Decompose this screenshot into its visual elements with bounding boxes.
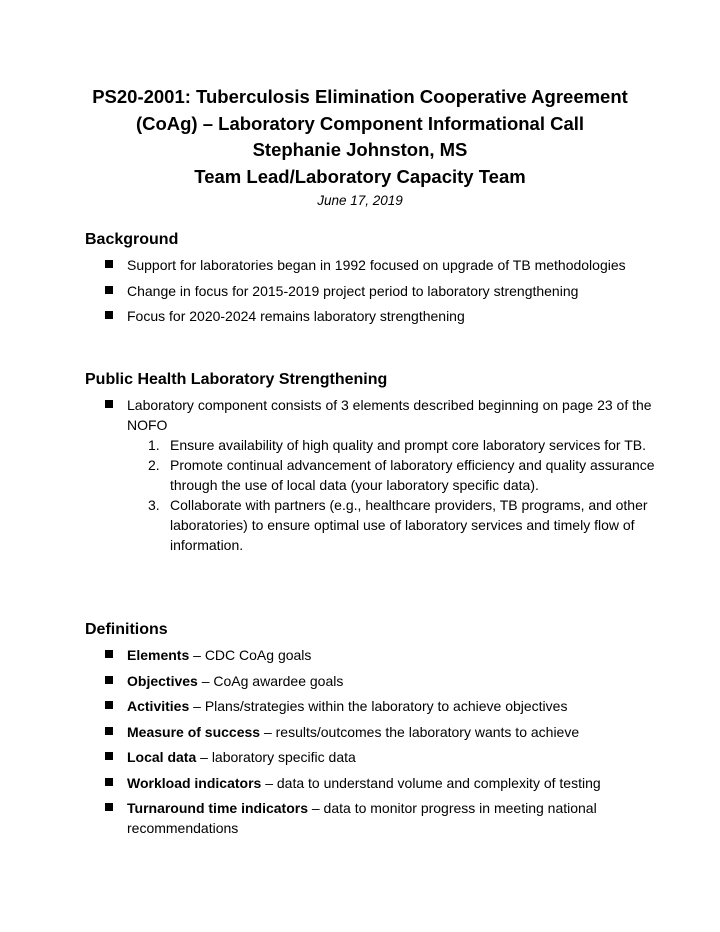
list-item: Change in focus for 2015-2019 project period to laboratory strengthening: [85, 281, 655, 301]
background-section: [85, 229, 655, 332]
document-date: June 17, 2019: [317, 193, 403, 208]
square-bullet-icon: [105, 311, 113, 319]
list-item: Laboratory component consists of 3 elements described beginning on page 23 of the NOFO 1. Ensure availability of high quality and prompt core laboratory services for TB. 2. Promote continual advancement of laboratory efficiency and quality assurance through the use of local data (your laboratory specific data). 3. Collaborate with partners (e.g., healthcare providers, TB programs, and other laboratories) to ensure optimal use of laboratory services and timely flow of information.: [85, 395, 655, 555]
section-heading: Definitions: [85, 621, 168, 638]
definition-item: Activities – Plans/strategies within the laboratory to achieve objectives: [85, 696, 655, 716]
numbered-list: [127, 435, 655, 555]
definition-item: Local data – laboratory specific data: [85, 747, 655, 767]
section-heading: Public Health Laboratory Strengthening: [85, 371, 388, 388]
presenter-name: Stephanie Johnston, MS: [252, 139, 468, 160]
definitions-section: [85, 619, 655, 844]
document-header: [0, 84, 720, 211]
definition-item: Turnaround time indicators – data to monitor progress in meeting national recommendations: [85, 798, 655, 838]
definition-item: Workload indicators – data to understand volume and complexity of testing: [85, 773, 655, 793]
definition-item: Measure of success – results/outcomes the laboratory wants to achieve: [85, 722, 655, 742]
square-bullet-icon: [105, 727, 113, 735]
square-bullet-icon: [105, 803, 113, 811]
list-item: Support for laboratories began in 1992 focused on upgrade of TB methodologies: [85, 255, 655, 275]
title-line-1: PS20-2001: Tuberculosis Elimination Cooperative Agreement: [92, 86, 628, 107]
square-bullet-icon: [105, 752, 113, 760]
definition-item: Elements – CDC CoAg goals: [85, 645, 655, 665]
square-bullet-icon: [105, 260, 113, 268]
square-bullet-icon: [105, 650, 113, 658]
list-item: Focus for 2020-2024 remains laboratory strengthening: [85, 306, 655, 326]
square-bullet-icon: [105, 701, 113, 709]
presenter-role: Team Lead/Laboratory Capacity Team: [194, 165, 526, 187]
bullet-list: [85, 255, 655, 326]
square-bullet-icon: [105, 400, 113, 408]
numbered-item: 1. Ensure availability of high quality and prompt core laboratory services for TB.: [148, 437, 646, 453]
square-bullet-icon: [105, 778, 113, 786]
title-line-2: (CoAg) – Laboratory Component Informational Call: [135, 112, 585, 134]
numbered-item: 2. Promote continual advancement of laboratory efficiency and quality assurance through the use of local data (your laboratory specific data).: [148, 457, 655, 493]
lab-strengthening-section: [85, 369, 655, 561]
definition-item: Objectives – CoAg awardee goals: [85, 671, 655, 691]
bullet-list: [85, 395, 655, 555]
numbered-item: 3. Collaborate with partners (e.g., healthcare providers, TB programs, and other laboratories) to ensure optimal use of laboratory services and timely flow of information.: [148, 497, 648, 553]
definitions-list: [85, 645, 655, 838]
section-heading: Background: [85, 231, 179, 248]
square-bullet-icon: [105, 676, 113, 684]
square-bullet-icon: [105, 286, 113, 294]
